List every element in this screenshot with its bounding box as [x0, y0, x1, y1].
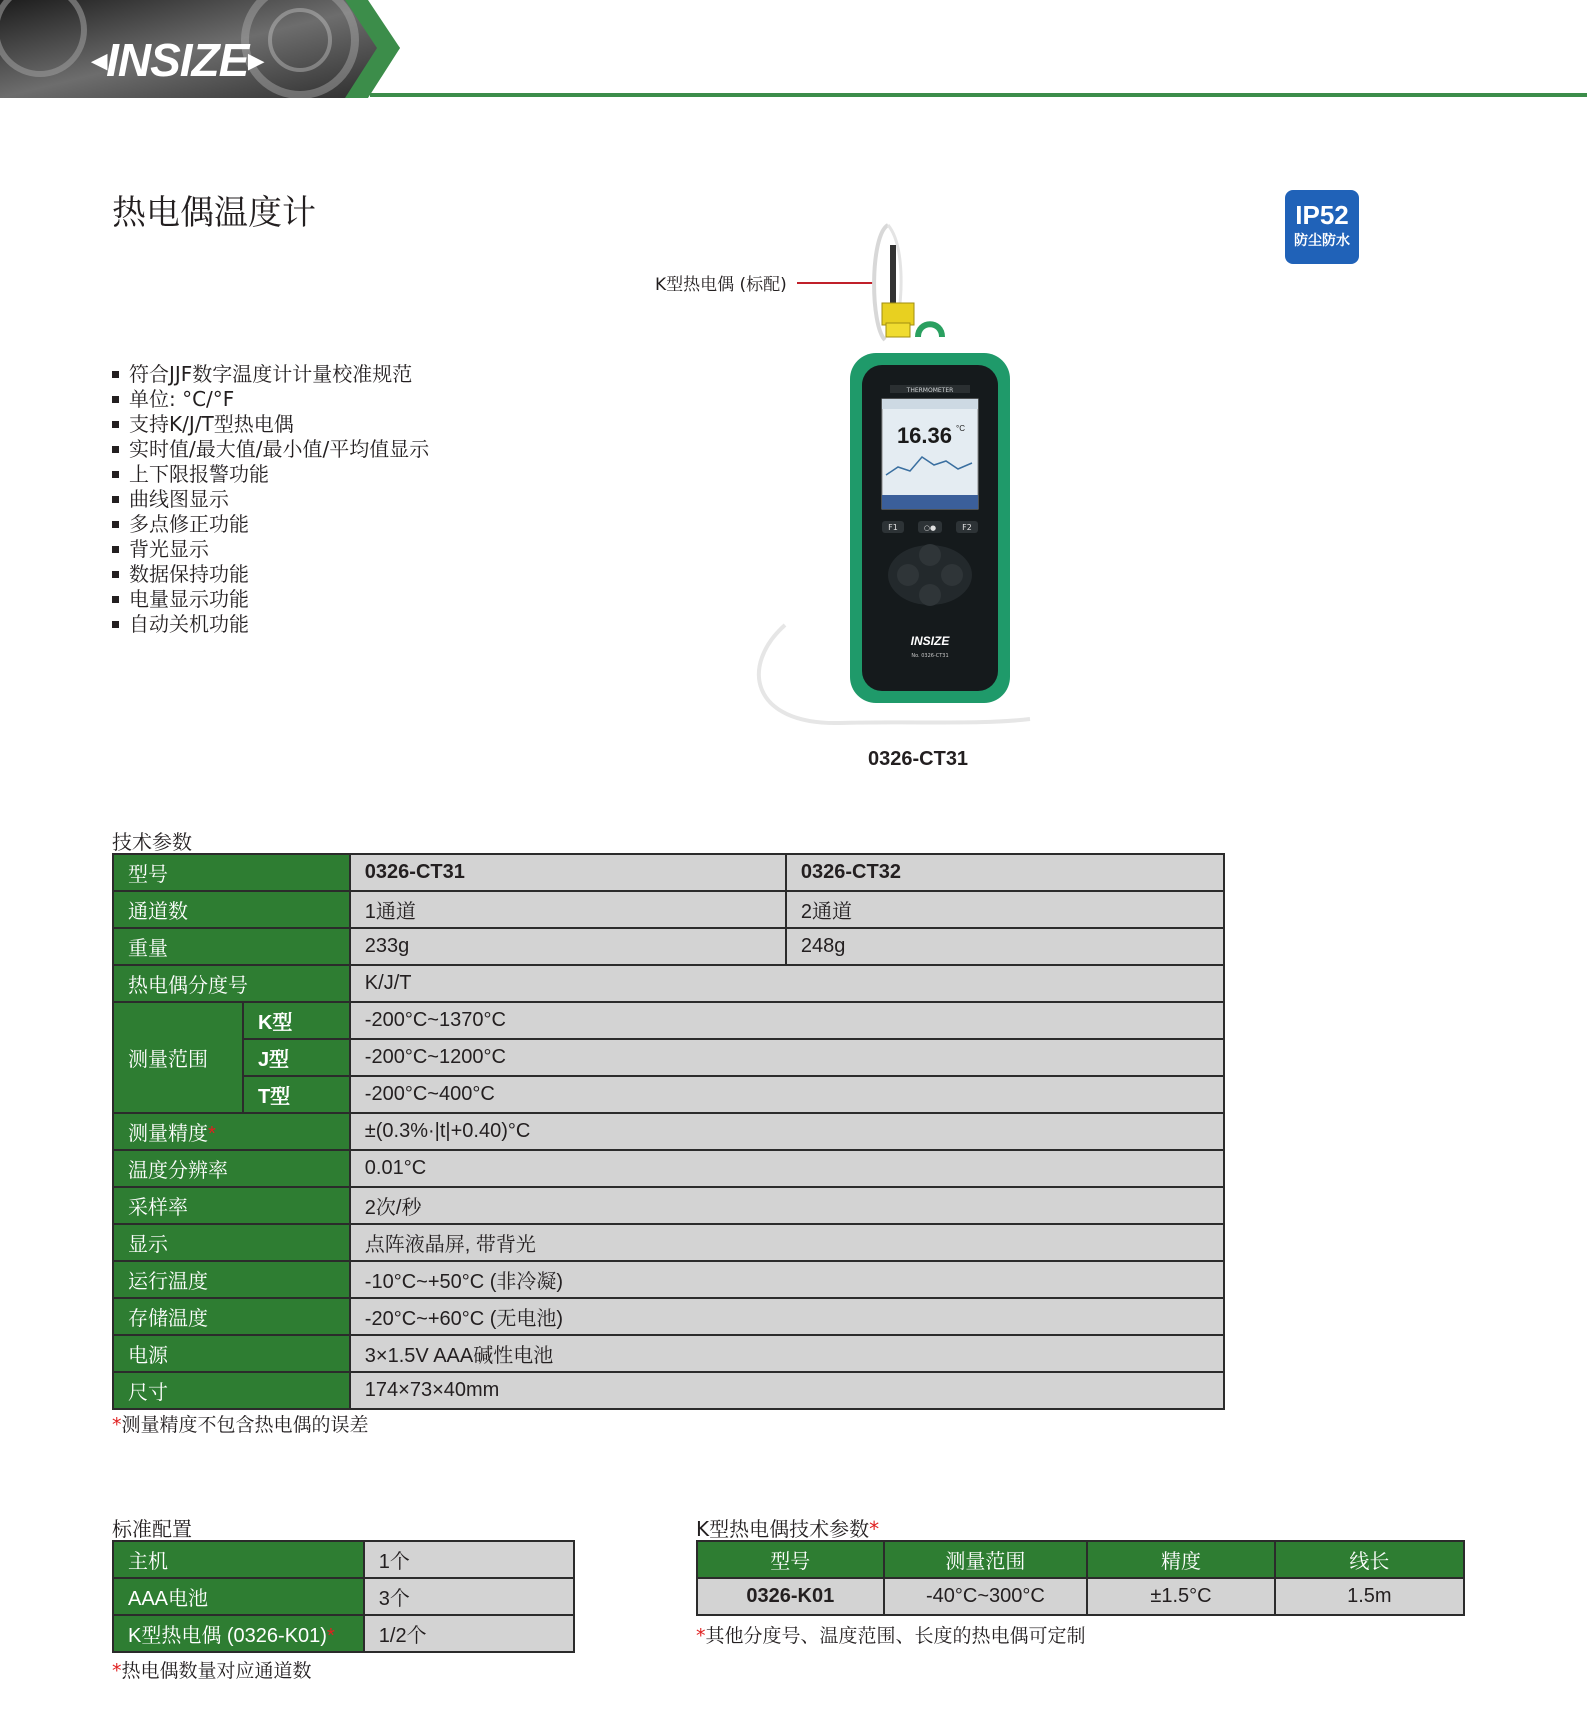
- row-label-text: K型热电偶 (0326-K01): [128, 1625, 327, 1647]
- row-label: AAA电池: [113, 1578, 364, 1615]
- cell-value: -40°C~300°C: [884, 1578, 1088, 1615]
- row-label: 存储温度: [113, 1298, 350, 1335]
- table-row: [113, 1002, 1224, 1039]
- feature-item: [112, 412, 429, 437]
- bullet-icon: [112, 496, 119, 503]
- cell-value: 1.5m: [1275, 1578, 1464, 1615]
- cell-value: 点阵液晶屏, 带背光: [350, 1224, 1224, 1261]
- ip-rating-badge: [1285, 190, 1359, 264]
- cell-value: -200°C~1200°C: [350, 1039, 1224, 1076]
- device-reading: 16.36: [896, 423, 952, 448]
- column-header: 线长: [1275, 1541, 1464, 1578]
- feature-item: [112, 587, 429, 612]
- table-row: [113, 1335, 1224, 1372]
- brand-logo: [92, 30, 262, 90]
- bullet-icon: [112, 521, 119, 528]
- cell-value: -20°C~+60°C (无电池): [350, 1298, 1224, 1335]
- feature-item: [112, 487, 429, 512]
- table-row: [113, 891, 1224, 928]
- header-rule: [370, 93, 1587, 97]
- row-label: 主机: [113, 1541, 364, 1578]
- row-label: 采样率: [113, 1187, 350, 1224]
- row-label: [113, 1113, 350, 1150]
- sub-label: J型: [243, 1039, 350, 1076]
- row-label: [113, 1615, 364, 1652]
- table-row: [697, 1578, 1464, 1615]
- feature-text: 单位: °C/°F: [129, 387, 235, 411]
- ip-text: 防尘防水: [1294, 233, 1350, 249]
- table-row: [113, 1615, 574, 1652]
- config-section-title: 标准配置: [112, 1517, 192, 1541]
- row-label-text: 测量精度: [128, 1123, 208, 1145]
- ip-code: IP52: [1295, 200, 1349, 230]
- feature-item: [112, 612, 429, 637]
- cell-value: 0326-CT31: [350, 854, 786, 891]
- cell-value: 2次/秒: [350, 1187, 1224, 1224]
- footnote-text: 热电偶数量对应通道数: [121, 1660, 312, 1682]
- table-row: [113, 1076, 1224, 1113]
- arrow-right-icon: ▸: [248, 43, 263, 77]
- cell-value: 0326-K01: [697, 1578, 884, 1615]
- spec-table: [112, 853, 1225, 1410]
- table-row: [113, 1187, 1224, 1224]
- config-footnote: [112, 1656, 312, 1683]
- bullet-icon: [112, 621, 119, 628]
- device-unit: °C: [956, 424, 965, 433]
- footnote-mark: *: [696, 1625, 706, 1647]
- cell-value: -200°C~1370°C: [350, 1002, 1224, 1039]
- row-label: 测量范围: [113, 1002, 243, 1113]
- device-mid-button: ○●: [923, 524, 937, 532]
- cell-value: 248g: [786, 928, 1224, 965]
- feature-text: 多点修正功能: [129, 512, 249, 536]
- page-title: 热电偶温度计: [112, 193, 316, 233]
- bullet-icon: [112, 396, 119, 403]
- spec-footnote: [112, 1410, 369, 1437]
- table-row: [113, 854, 1224, 891]
- cell-value: -200°C~400°C: [350, 1076, 1224, 1113]
- bullet-icon: [112, 596, 119, 603]
- product-model-caption: 0326-CT31: [868, 748, 969, 770]
- cell-value: -10°C~+50°C (非冷凝): [350, 1261, 1224, 1298]
- bullet-icon: [112, 371, 119, 378]
- cell-value: ±1.5°C: [1087, 1578, 1274, 1615]
- bullet-icon: [112, 546, 119, 553]
- sub-label: T型: [243, 1076, 350, 1113]
- feature-text: 背光显示: [129, 537, 209, 561]
- row-label: 通道数: [113, 891, 350, 928]
- table-row: [113, 965, 1224, 1002]
- row-label: 尺寸: [113, 1372, 350, 1409]
- table-row: [113, 1224, 1224, 1261]
- feature-text: 符合JJF数字温度计计量校准规范: [129, 362, 413, 386]
- cell-value: 0326-CT32: [786, 854, 1224, 891]
- column-header: 测量范围: [884, 1541, 1088, 1578]
- footnote-text: 测量精度不包含热电偶的误差: [121, 1414, 369, 1436]
- table-row: [113, 1039, 1224, 1076]
- device-f2-button: F2: [962, 523, 972, 532]
- row-label: 型号: [113, 854, 350, 891]
- table-row: [113, 1113, 1224, 1150]
- footnote-mark: *: [112, 1414, 122, 1436]
- cell-value: 1个: [364, 1541, 574, 1578]
- device-brand: INSIZE: [910, 634, 950, 648]
- bullet-icon: [112, 421, 119, 428]
- feature-item: [112, 387, 429, 412]
- feature-item: [112, 537, 429, 562]
- feature-item: [112, 362, 429, 387]
- feature-item: [112, 462, 429, 487]
- table-row: [113, 1578, 574, 1615]
- row-label: 热电偶分度号: [113, 965, 350, 1002]
- feature-text: 上下限报警功能: [129, 462, 269, 486]
- footnote-mark: *: [326, 1625, 335, 1647]
- feature-text: 电量显示功能: [129, 587, 249, 611]
- column-header: 精度: [1087, 1541, 1274, 1578]
- thermometer-image: [720, 205, 1040, 735]
- cell-value: 233g: [350, 928, 786, 965]
- cell-value: 1通道: [350, 891, 786, 928]
- row-label: 显示: [113, 1224, 350, 1261]
- device-model-text: No. 0326-CT31: [911, 653, 949, 659]
- footnote-mark: *: [208, 1123, 216, 1145]
- cell-value: ±(0.3%·|t|+0.40)°C: [350, 1113, 1224, 1150]
- feature-text: 自动关机功能: [129, 612, 249, 636]
- sub-label: K型: [243, 1002, 350, 1039]
- ktc-section-title: [696, 1513, 879, 1542]
- device-f1-button: F1: [888, 523, 898, 532]
- row-label: 重量: [113, 928, 350, 965]
- ktc-footnote: [696, 1621, 1086, 1648]
- feature-item: [112, 437, 429, 462]
- table-header-row: [697, 1541, 1464, 1578]
- footnote-mark: *: [869, 1517, 880, 1541]
- spec-section-title: 技术参数: [112, 830, 192, 854]
- feature-list: [112, 362, 429, 637]
- feature-item: [112, 512, 429, 537]
- cell-value: 3×1.5V AAA碱性电池: [350, 1335, 1224, 1372]
- cell-value: 1/2个: [364, 1615, 574, 1652]
- cell-value: 3个: [364, 1578, 574, 1615]
- bullet-icon: [112, 446, 119, 453]
- ktc-table: [696, 1540, 1465, 1616]
- feature-text: 实时值/最大值/最小值/平均值显示: [129, 437, 430, 461]
- cell-value: 0.01°C: [350, 1150, 1224, 1187]
- arrow-left-icon: ◂: [92, 43, 107, 77]
- table-row: [113, 1298, 1224, 1335]
- section-title-text: K型热电偶技术参数: [696, 1517, 870, 1541]
- device-screen-title: THERMOMETER: [906, 387, 954, 394]
- table-row: [113, 1372, 1224, 1409]
- column-header: 型号: [697, 1541, 884, 1578]
- brand-logo-text: INSIZE: [106, 34, 249, 86]
- cell-value: K/J/T: [350, 965, 1224, 1002]
- table-row: [113, 928, 1224, 965]
- row-label: 电源: [113, 1335, 350, 1372]
- cell-value: 174×73×40mm: [350, 1372, 1224, 1409]
- footnote-mark: *: [112, 1660, 122, 1682]
- cell-value: 2通道: [786, 891, 1224, 928]
- feature-text: 曲线图显示: [129, 487, 229, 511]
- bullet-icon: [112, 571, 119, 578]
- footnote-text: 其他分度号、温度范围、长度的热电偶可定制: [705, 1625, 1086, 1647]
- feature-item: [112, 562, 429, 587]
- bullet-icon: [112, 471, 119, 478]
- row-label: 运行温度: [113, 1261, 350, 1298]
- feature-text: 数据保持功能: [129, 562, 249, 586]
- table-row: [113, 1150, 1224, 1187]
- table-row: [113, 1261, 1224, 1298]
- row-label: 温度分辨率: [113, 1150, 350, 1187]
- config-table: [112, 1540, 575, 1653]
- feature-text: 支持K/J/T型热电偶: [129, 412, 294, 436]
- probe-callout-label: K型热电偶 (标配): [655, 275, 787, 295]
- table-row: [113, 1541, 574, 1578]
